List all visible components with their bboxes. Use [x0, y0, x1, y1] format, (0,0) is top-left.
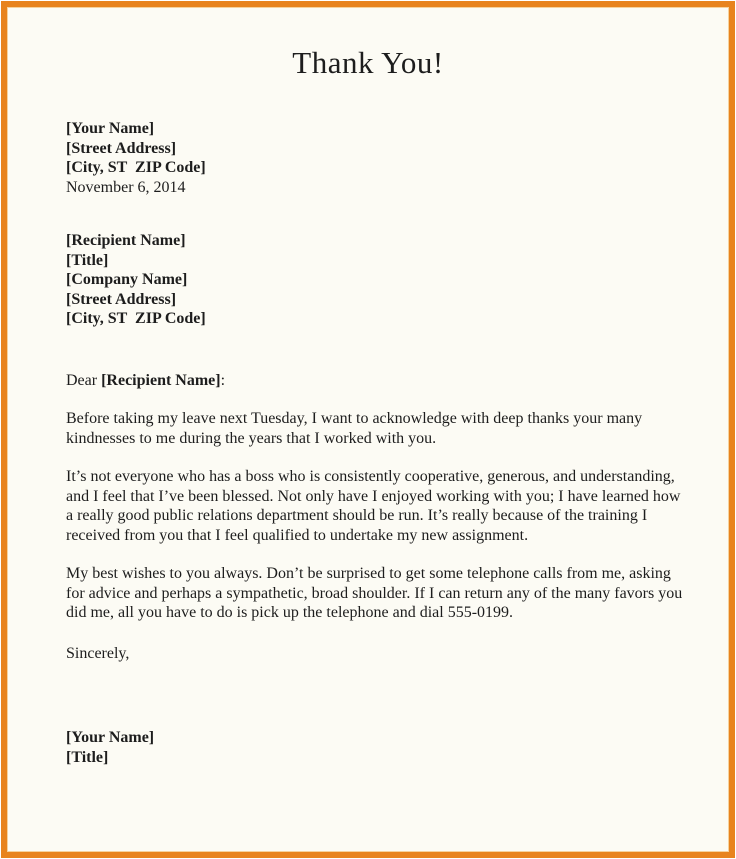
body-paragraph-1: Before taking my leave next Tuesday, I want to acknowledge with deep thanks your many kindnesses to me during the years that I worked with you. — [66, 410, 643, 447]
salutation-prefix: Dear — [66, 371, 102, 389]
signature-name-line: [Your Name] — [66, 729, 155, 746]
recipient-street-line: [Street Address] — [66, 290, 177, 308]
recipient-block — [66, 231, 689, 329]
sender-street-line: [Street Address] — [66, 139, 177, 157]
closing-sincerely: Sincerely, — [66, 644, 130, 662]
recipient-name-line: [Recipient Name] — [66, 232, 186, 249]
sender-name-line: [Your Name] — [66, 120, 155, 137]
recipient-title-line: [Title] — [66, 251, 109, 269]
recipient-company-line: [Company Name] — [66, 271, 188, 288]
sender-city-line: [City, ST ZIP Code] — [66, 159, 206, 176]
body-paragraph-2: It’s not everyone who has a boss who is consistently cooperative, generous, and understanding, and I feel that I’ve been blessed. Not only have I enjoyed working with you; I have learned how a really good public relations department should be run. It’s really because of the training I received from you that I feel qualified to undertake my new assignment. — [66, 468, 681, 544]
signature-title-line: [Title] — [66, 748, 109, 766]
sender-block — [66, 119, 689, 197]
recipient-city-line: [City, ST ZIP Code] — [66, 310, 206, 327]
date-line: November 6, 2014 — [66, 178, 186, 196]
signature-block — [66, 728, 689, 767]
body-paragraph-3: My best wishes to you always. Don’t be surprised to get some telephone calls from me, asking for advice and perhaps a sympathetic, broad shoulder. If I can return any of the many favors you did me, all you have to do is pick up the telephone and dial 555-0199. — [66, 565, 683, 621]
letter-title: Thank You! — [292, 45, 444, 80]
letter-page — [1, 1, 735, 858]
salutation — [66, 371, 689, 391]
letter-content — [7, 119, 729, 767]
salutation-recipient-name: [Recipient Name] — [101, 371, 221, 389]
salutation-colon: : — [220, 371, 226, 389]
